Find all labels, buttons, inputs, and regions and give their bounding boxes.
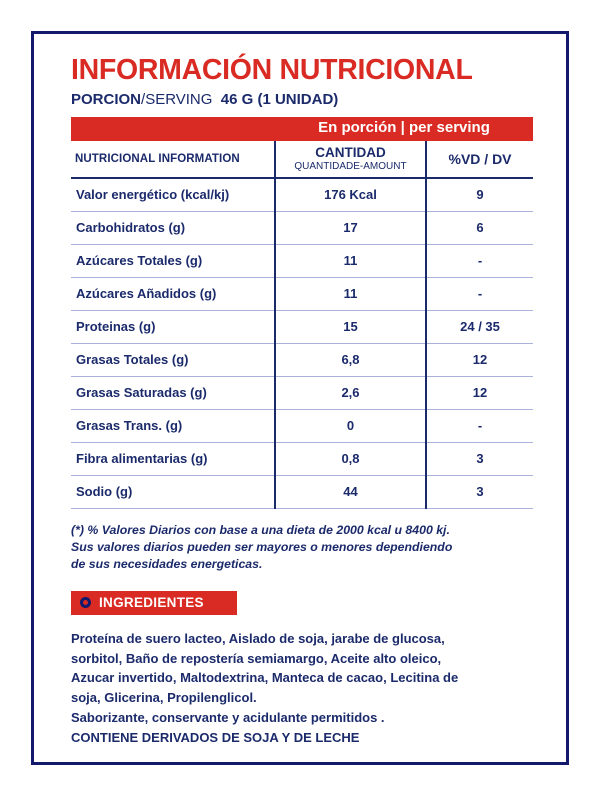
row-daily-value: 3 (426, 475, 533, 508)
table-row (71, 310, 533, 343)
banner-spacer (71, 117, 275, 141)
serving-amount: 46 G (1 UNIDAD) (220, 90, 339, 108)
row-amount: 2,6 (275, 376, 426, 409)
row-name: Azúcares Totales (g) (71, 244, 275, 277)
serving-banner-row (71, 117, 533, 141)
table-row (71, 244, 533, 277)
ingredients-list (71, 629, 526, 748)
row-amount: 11 (275, 244, 426, 277)
nutrition-table-head (71, 117, 533, 177)
row-daily-value: 12 (426, 343, 533, 376)
row-amount: 0,8 (275, 442, 426, 475)
row-amount: 44 (275, 475, 426, 508)
footnote-line-1: (*) % Valores Diarios con base a una dieta de 2000 kcal u 8400 kj. (71, 522, 450, 537)
row-name: Proteinas (g) (71, 310, 275, 343)
column-header-row (71, 141, 533, 177)
row-daily-value: 3 (426, 442, 533, 475)
allergen-statement: CONTIENE DERIVADOS DE SOJA Y DE LECHE (71, 729, 360, 745)
ingredients-banner-label: INGREDIENTES (99, 595, 204, 611)
footnote-line-3: de sus necesidades energeticas. (71, 557, 263, 572)
portion-label: PORCION (71, 90, 142, 108)
row-amount: 11 (275, 277, 426, 310)
nutrition-table (71, 117, 533, 508)
row-amount: 17 (275, 211, 426, 244)
row-daily-value: 12 (426, 376, 533, 409)
row-amount: 0 (275, 409, 426, 442)
ingredients-line-3: Azucar invertido, Maltodextrina, Manteca de cacao, Lecitina de (71, 670, 459, 686)
row-daily-value: - (426, 244, 533, 277)
header-amount-line1: CANTIDAD (315, 145, 386, 161)
label-frame (31, 31, 569, 765)
table-row (71, 475, 533, 508)
serving-separator: / (141, 90, 146, 108)
row-name: Fibra alimentarias (g) (71, 442, 275, 475)
row-name: Grasas Totales (g) (71, 343, 275, 376)
header-amount (275, 141, 426, 177)
table-row (71, 277, 533, 310)
row-amount: 176 Kcal (275, 178, 426, 212)
ring-icon (80, 597, 91, 608)
row-name: Grasas Saturadas (g) (71, 376, 275, 409)
page-title: INFORMACIÓN NUTRICIONAL (71, 54, 473, 86)
serving-size-line (71, 92, 533, 109)
row-daily-value: 6 (426, 211, 533, 244)
table-row (71, 442, 533, 475)
header-amount-line2: QUANTIDADE-AMOUNT (294, 161, 407, 172)
footnote-line-2: Sus valores diarios pueden ser mayores o menores dependiendo (71, 539, 453, 554)
row-amount: 6,8 (275, 343, 426, 376)
row-daily-value: 24 / 35 (426, 310, 533, 343)
table-row (71, 376, 533, 409)
ingredients-line-4: soja, Glicerina, Propilenglicol. (71, 690, 257, 706)
row-name: Grasas Trans. (g) (71, 409, 275, 442)
row-name: Carbohidratos (g) (71, 211, 275, 244)
label-content (71, 56, 533, 747)
row-name: Azúcares Añadidos (g) (71, 277, 275, 310)
row-daily-value: - (426, 277, 533, 310)
row-daily-value: - (426, 409, 533, 442)
serving-label: SERVING (145, 90, 213, 108)
ingredients-line-5: Saborizante, conservante y acidulante permitidos . (71, 709, 385, 725)
table-row (71, 343, 533, 376)
ingredients-banner (71, 591, 237, 615)
row-daily-value: 9 (426, 178, 533, 212)
header-nutritional-information: NUTRICIONAL INFORMATION (71, 141, 275, 177)
row-name: Sodio (g) (71, 475, 275, 508)
serving-banner-cell (275, 117, 533, 141)
header-daily-value: %VD / DV (426, 141, 533, 177)
nutrition-table-body (71, 178, 533, 509)
row-name: Valor energético (kcal/kj) (71, 178, 275, 212)
ingredients-line-2: sorbitol, Baño de repostería semiamargo, Aceite alto oleico, (71, 650, 442, 666)
row-amount: 15 (275, 310, 426, 343)
serving-banner-label: En porción | per serving (318, 119, 490, 137)
table-row (71, 178, 533, 212)
ingredients-line-1: Proteína de suero lacteo, Aislado de soja, jarabe de glucosa, (71, 630, 445, 646)
table-row (71, 409, 533, 442)
daily-values-footnote (71, 522, 523, 574)
table-row (71, 211, 533, 244)
